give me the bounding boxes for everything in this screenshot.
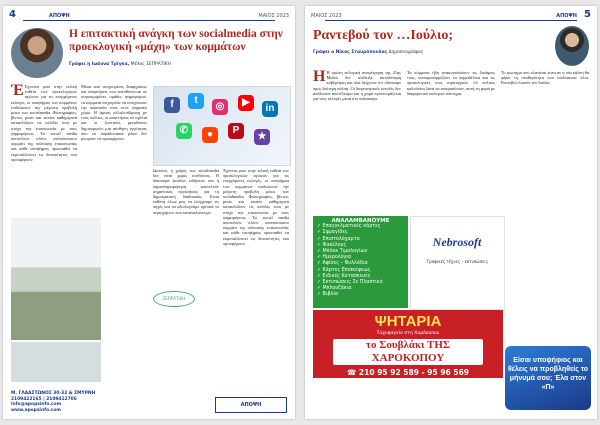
drop-cap: Η — [313, 70, 326, 85]
column-1-text: Η πρώτη εκλογική αναμέτρηση της 21ης Μαΐου δεν ανέδειξε αυτοδύναμη κυβέρνηση και όλα δείχνουν ότι οδεύουμε προς δεύτερη κάλπη. Οι διερευνητικές εντολές δεν απέδωσαν αποτέλεσμα και η χώρα προετοιμάζεται για νέες εκλογές μέσα στο καλοκαίρι. — [313, 70, 401, 102]
publisher-contact — [11, 391, 95, 413]
article-column-1 — [11, 84, 77, 214]
ad-list-item: ✓ Μπλοκ Τιμολογίων — [317, 249, 368, 255]
pinterest-icon: P — [228, 123, 244, 139]
twitter-icon: t — [188, 93, 204, 109]
advertisement-block — [313, 216, 503, 378]
publication-name: ΑΠΟΨΗ — [556, 13, 577, 19]
solar-panel-photo — [11, 342, 101, 382]
page-header — [311, 10, 591, 22]
linkedin-icon: in — [262, 101, 278, 117]
social-media-illustration — [153, 86, 291, 166]
issue-date: ΜΑΙΟΣ 2023 — [311, 13, 342, 19]
byline-role: Δημοσιογράφος — [388, 50, 424, 55]
candidate-promo-box — [505, 346, 591, 410]
sponsor-stamp: ΣΕΠΡΑΤΙΚΗ — [153, 291, 195, 307]
ad-list-item: ✓ Επαγγελματικές κάρτες — [317, 224, 381, 230]
page-number: 5 — [584, 9, 591, 20]
ad-list-header: ΑΝΑΛΑΜΒΑΝΟΥΜΕ — [331, 218, 390, 224]
ad-list-item: ✓ Ημερολόγια — [317, 255, 352, 261]
byline-author: Γράφει ο Νίκος Σταυρόπουλος — [313, 50, 388, 55]
article-column-1 — [313, 70, 401, 212]
left-page — [3, 6, 295, 419]
ad-list-item: ✓ Μπλουζάκια — [317, 286, 352, 292]
reddit-icon: ● — [202, 127, 218, 143]
article-column-4 — [223, 168, 289, 338]
author-photo — [555, 26, 589, 66]
ad-list-item: ✓ Σφραγίδες — [317, 230, 348, 236]
author-photo — [11, 28, 63, 78]
ad-list-item: ✓ Κάρτες Επισκέψεως — [317, 267, 371, 273]
contact-phone: 2109422165 | 2109412706 — [11, 396, 77, 402]
stream-icon: ★ — [254, 129, 270, 145]
promo-text: Είσαι υποψήφιος και θέλεις να προβληθείς το μήνυμά σου; Έλα στον «Π» — [507, 357, 589, 391]
article-byline — [313, 50, 423, 55]
column-3-text: Ωστόσο, η χρήση των socialmedia δεν είναι χωρίς κινδύνους. Η διασπορά ψευδών ειδήσεων και η παραπληροφόρηση αποτελούν σημαντικές προκλήσεις για τη δημοκρατική διαδικασία. Είναι ευθύνη όλων μας να ελέγχουμε τις πηγές και να αξιολογούμε κριτικά το περιεχόμενο που καταναλώνουμε. — [153, 168, 219, 215]
restaurant-type: ΨΗΤΑΡΙΑ — [374, 313, 442, 330]
page-header — [9, 10, 289, 22]
column-3-text: Το ερώτημα που πλανάται είναι αν η νέα κάλπη θα φέρει τη σταθερότητα που επιδιώκουν όλοι. Ραντεβού λοιπόν τον Ιούλιο; — [501, 70, 589, 86]
instagram-icon: ◎ — [212, 99, 228, 115]
article-photo — [11, 218, 101, 340]
ad-list-item: ✓ Βιβλία — [317, 292, 339, 298]
ad-list-item: ✓ Φακέλους — [317, 242, 347, 248]
issue-date: ΜΑΙΟΣ 2023 — [258, 13, 289, 19]
restaurant-subtitle: Ταχυφαγείο στη Χαρόκοπου — [376, 331, 440, 336]
article-byline — [69, 62, 171, 67]
publication-logo: ΑΠΟΨΗ — [215, 397, 287, 413]
column-2-text: Μέσα από στοχευμένες διαφημίσεις και αναρτήσεις που απευθύνονται σε συγκεκριμένες ομάδες ψηφοφόρων, τα κόμματα επιχειρούν να ενισχύσουν την παρουσία τους στον ψηφιακό χώρο. Η άμεση αλληλεπίδραση με τους πολίτες, οι απαντήσεις σε σχόλια και οι ζωντανές μεταδόσεις δημιουργούν μια αίσθηση εγγύτητας που τα παραδοσιακά μέσα δεν μπορούν να προσφέρουν. — [81, 84, 147, 142]
printing-company-ad — [410, 216, 505, 310]
article-column-3 — [501, 70, 589, 340]
restaurant-ad — [313, 310, 503, 378]
article-title: Ραντεβού τον …Ιούλιο; — [313, 28, 453, 43]
facebook-icon: f — [164, 97, 180, 113]
youtube-icon: ▶ — [238, 95, 254, 111]
right-page — [305, 6, 597, 419]
ad-list-item: ✓ Αφίσες – Φυλλάδια — [317, 261, 368, 267]
company-logo: Nebrosoft — [432, 235, 482, 249]
drop-cap: Έ — [11, 84, 24, 99]
contact-address: Μ. ΓΛΑΔΣΤΩΝΟΣ 30-32 & ΣΜΥΡΝΗ — [11, 391, 96, 397]
column-4-text: Έχοντας μπει στην τελική ευθεία των προεκλογικών αγώνων για τις επερχόμενες εκλογές, οι υποψήφιοι των κομμάτων επιδιώκουν την μέγιστη προβολή μέσω των socialmedia. Φωτογραφίες, βίντεο, posts και stories καθημερινά κατακλύζουν τις σελίδες τους με στόχο την επικοινωνία με τους ψηφοφόρους. Τα social media αποτελούν πλέον αναπόσπαστο κομμάτι της πολιτικής επικοινωνίας και κάθε υποψήφιος προσπαθεί να εκμεταλλευτεί τις δυνατότητες που προσφέρουν. — [223, 168, 289, 246]
ad-list-item: ✓ Επιστολόχαρτα — [317, 236, 360, 242]
column-1-text: Έχοντας μπει στην τελική ευθεία των προεκλογικών αγώνων για τις επερχόμενες εκλογές, οι υποψήφιοι των κομμάτων επιδιώκουν την μέγιστη προβολή μέσω των socialmedia. Φωτογραφίες, βίντεο, posts και stories καθημερινά κατακλύζουν τις σελίδες τους με στόχο την επικοινωνία με τους ψηφοφόρους. Τα social media αποτελούν πλέον αναπόσπαστο κομμάτι της πολιτικής επικοινωνίας και κάθε υποψήφιος προσπαθεί να εκμεταλλευτεί τις δυνατότητες που προσφέρουν. — [11, 84, 77, 162]
byline-author: Γράφει η Ιωάννα Τρίγκα, — [69, 62, 130, 67]
header-rule — [23, 20, 275, 21]
article-column-2 — [407, 70, 495, 212]
publication-name: ΑΠΟΨΗ — [49, 13, 70, 19]
contact-email: info@apopsinfo.com — [11, 402, 62, 408]
contact-website: www.apopsinfo.com — [11, 407, 61, 413]
article-column-3 — [153, 168, 219, 338]
restaurant-name: το Σουβλάκι ΤΗΣ ΧΑΡΟΚΟΠΟΥ — [333, 339, 483, 365]
chat-icon: ✆ — [176, 123, 192, 139]
restaurant-phone: ☎ 210 95 92 589 - 95 96 569 — [346, 368, 470, 377]
column-2-text: Τα κόμματα ήδη ανασυντάσσουν τις δυνάμεις τους, αναπροσαρμόζουν τα ψηφοδέλτια και τις προεκλογικές τους στρατηγικές. Οι πολίτες καλούνται ξανά να αποφασίσουν, αυτή τη φορά με διαφορετικό εκλογικό σύστημα. — [407, 70, 495, 96]
print-services-ad — [313, 216, 408, 308]
ad-list-item: ✓ Εκτυπώσεις Σε Πλαστικό — [317, 280, 383, 286]
header-rule — [325, 20, 577, 21]
company-tagline: Γραφικές τέχνες – εκτυπώσεις — [426, 259, 489, 264]
byline-role: Μέλος ΣΕΠΡΑΤΙΚΗ — [130, 62, 171, 67]
article-title: Η επιτακτική ανάγκη των socialmedia στην προεκλογική «μάχη» των κομμάτων — [69, 28, 283, 53]
ad-list-item: ✓ Ειδικές Κατασκευές — [317, 273, 371, 279]
page-number: 4 — [9, 9, 16, 20]
